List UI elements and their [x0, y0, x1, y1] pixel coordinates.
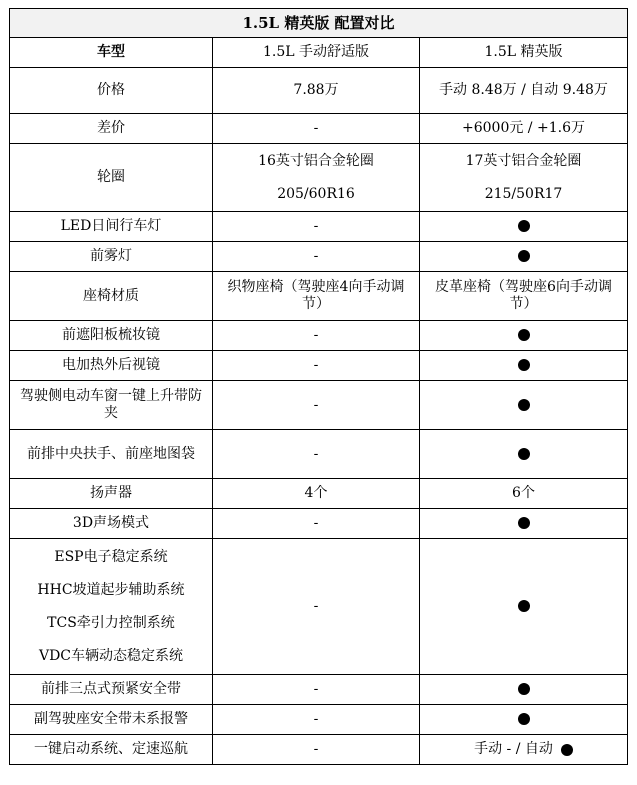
cell-value: 皮革座椅（驾驶座6向手动调节）	[420, 272, 628, 321]
table-row	[10, 242, 628, 272]
cell-value	[420, 381, 628, 430]
header-elite: 1.5L 精英版	[420, 38, 628, 68]
cell-value: -	[213, 381, 420, 430]
filled-circle-icon	[518, 220, 530, 232]
row-label: 轮圈	[10, 144, 213, 212]
cell-line: 16英寸铝合金轮圈	[258, 152, 374, 169]
table-row	[10, 68, 628, 114]
cell-value: 手动 8.48万 / 自动 9.48万	[420, 68, 628, 114]
row-label-line: TCS牵引力控制系统	[47, 614, 175, 631]
table-row	[10, 509, 628, 539]
table-row	[10, 212, 628, 242]
filled-circle-icon	[518, 517, 530, 529]
cell-value: 6个	[420, 479, 628, 509]
row-label: 一键启动系统、定速巡航	[10, 735, 213, 765]
cell-value: -	[213, 705, 420, 735]
row-label-line: VDC车辆动态稳定系统	[38, 647, 184, 664]
row-label	[10, 539, 213, 675]
cell-value	[420, 144, 628, 212]
table-row	[10, 539, 628, 675]
filled-circle-icon	[518, 250, 530, 262]
table-row	[10, 144, 628, 212]
cell-value	[420, 735, 628, 765]
row-label: 前排三点式预紧安全带	[10, 675, 213, 705]
cell-value: -	[213, 321, 420, 351]
cell-value	[420, 539, 628, 675]
filled-circle-icon	[518, 359, 530, 371]
filled-circle-icon	[518, 683, 530, 695]
row-label-line: ESP电子稳定系统	[54, 548, 168, 565]
table-row	[10, 479, 628, 509]
cell-value: -	[213, 351, 420, 381]
row-label: 电加热外后视镜	[10, 351, 213, 381]
cell-value: -	[213, 242, 420, 272]
cell-text: 手动 - / 自动	[474, 741, 553, 757]
cell-value: 织物座椅（驾驶座4向手动调节）	[213, 272, 420, 321]
cell-value	[420, 321, 628, 351]
row-label: 价格	[10, 68, 213, 114]
row-label: 差价	[10, 114, 213, 144]
cell-value: -	[213, 675, 420, 705]
cell-value: +6000元 / +1.6万	[420, 114, 628, 144]
cell-value	[420, 509, 628, 539]
row-label: LED日间行车灯	[10, 212, 213, 242]
table-row	[10, 381, 628, 430]
cell-value: 4个	[213, 479, 420, 509]
cell-value: -	[213, 114, 420, 144]
cell-value	[420, 705, 628, 735]
table-row	[10, 351, 628, 381]
row-label: 副驾驶座安全带未系报警	[10, 705, 213, 735]
cell-value: -	[213, 539, 420, 675]
row-label: 座椅材质	[10, 272, 213, 321]
cell-value	[420, 351, 628, 381]
table-row	[10, 705, 628, 735]
cell-value	[420, 212, 628, 242]
cell-value: -	[213, 735, 420, 765]
row-label-line: HHC坡道起步辅助系统	[37, 581, 185, 598]
cell-value: 7.88万	[213, 68, 420, 114]
table-row	[10, 321, 628, 351]
cell-line: 215/50R17	[484, 185, 563, 202]
cell-line: 17英寸铝合金轮圈	[465, 152, 582, 169]
table-row	[10, 675, 628, 705]
cell-value	[213, 144, 420, 212]
table-row	[10, 430, 628, 479]
filled-circle-icon	[518, 600, 530, 612]
filled-circle-icon	[518, 713, 530, 725]
comparison-table	[9, 8, 628, 765]
row-label: 3D声场模式	[10, 509, 213, 539]
cell-value: -	[213, 430, 420, 479]
filled-circle-icon	[561, 744, 573, 756]
filled-circle-icon	[518, 448, 530, 460]
cell-value	[420, 430, 628, 479]
table-row	[10, 735, 628, 765]
filled-circle-icon	[518, 329, 530, 341]
header-model: 车型	[10, 38, 213, 68]
row-label: 前排中央扶手、前座地图袋	[10, 430, 213, 479]
header-comfort: 1.5L 手动舒适版	[213, 38, 420, 68]
cell-value: -	[213, 509, 420, 539]
table-title-row	[10, 9, 628, 38]
cell-value	[420, 242, 628, 272]
table-row	[10, 272, 628, 321]
cell-line: 205/60R16	[277, 185, 355, 202]
row-label: 扬声器	[10, 479, 213, 509]
filled-circle-icon	[518, 399, 530, 411]
table-row	[10, 114, 628, 144]
row-label: 前遮阳板梳妆镜	[10, 321, 213, 351]
cell-value	[420, 675, 628, 705]
table-title: 1.5L 精英版 配置对比	[10, 9, 628, 38]
row-label: 驾驶侧电动车窗一键上升带防夹	[10, 381, 213, 430]
row-label: 前雾灯	[10, 242, 213, 272]
cell-value: -	[213, 212, 420, 242]
header-row	[10, 38, 628, 68]
